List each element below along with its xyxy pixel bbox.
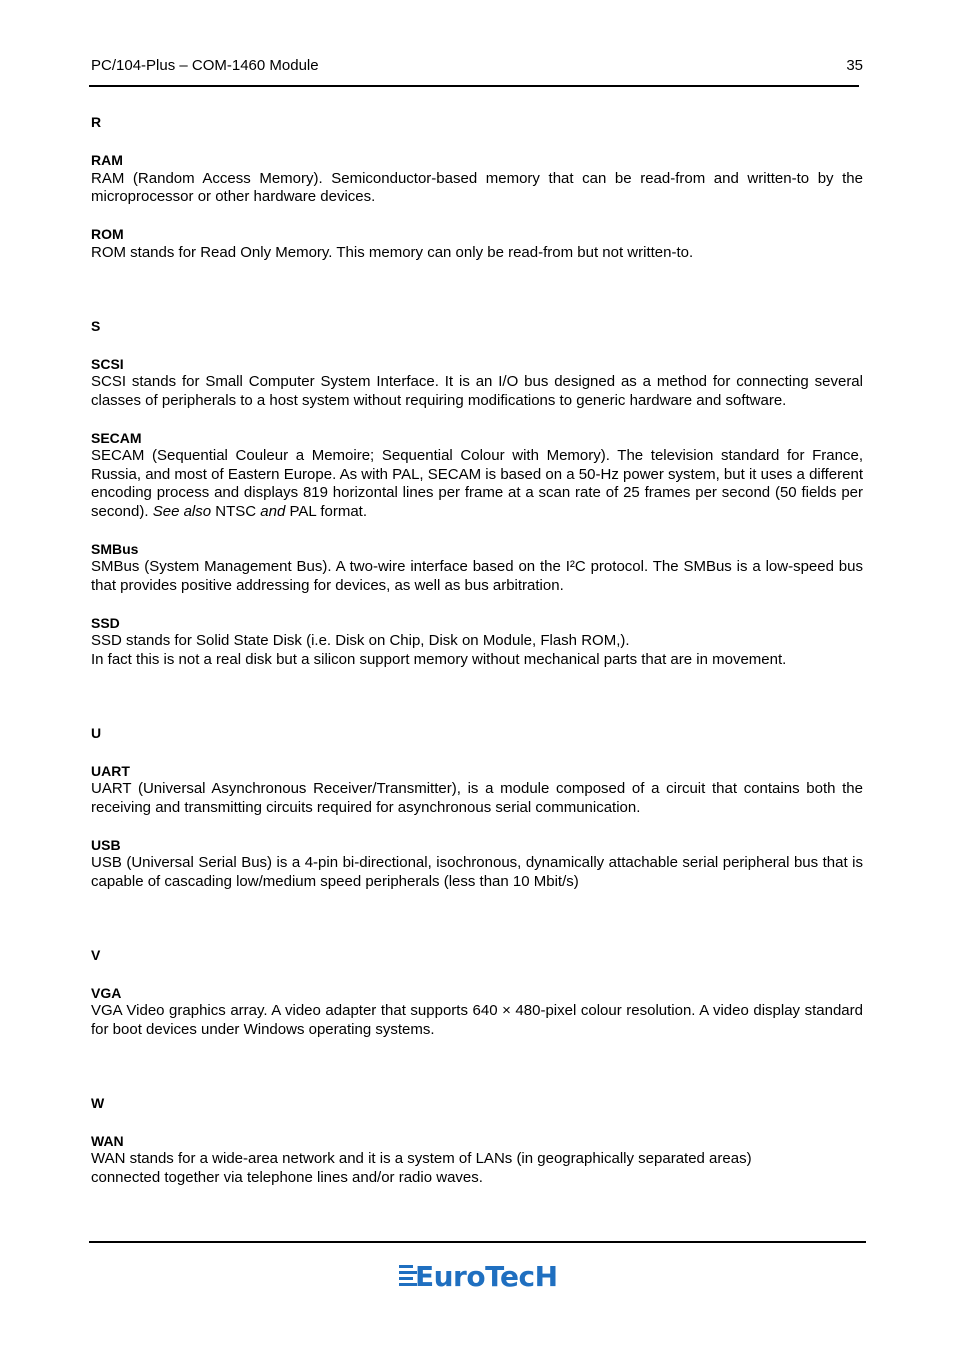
section-gap	[91, 910, 863, 946]
term-name: UART	[91, 762, 130, 779]
logo-wordmark: EuroTecH	[415, 1260, 558, 1293]
glossary-section-u	[91, 724, 863, 892]
section-gap	[91, 1058, 863, 1094]
term-usb	[91, 836, 863, 892]
term-smbus	[91, 540, 863, 596]
section-letter: U	[91, 724, 102, 741]
section-gap	[91, 688, 863, 724]
term-uart	[91, 762, 863, 818]
term-name: SMBus	[91, 540, 139, 557]
term-name: ROM	[91, 226, 124, 242]
term-name: SCSI	[91, 355, 124, 372]
and-label: and	[260, 502, 286, 520]
glossary-section-v	[91, 946, 863, 1040]
definition-line: SSD stands for Solid State Disk (i.e. Disk on Chip, Disk on Module, Flash ROM,).	[91, 632, 630, 649]
term-definition: SMBus (System Management Bus). A two-wire interface based on the I²C protocol. The SMBus is a low-speed bus that provides positive addressing for devices, as well as bus arbitration.	[91, 558, 863, 594]
see-also-label: See also	[152, 502, 212, 520]
section-letter: W	[91, 1094, 105, 1111]
definition-line: In fact this is not a real disk but a silicon support memory without mechanical parts that are in movement.	[91, 650, 787, 668]
term-secam	[91, 429, 863, 522]
eurotech-logo	[399, 1262, 559, 1296]
definition-line: connected together via telephone lines and/or radio waves.	[91, 1168, 483, 1186]
glossary-content	[91, 113, 863, 1206]
term-definition	[91, 632, 863, 669]
term-name: SSD	[91, 614, 120, 631]
term-name: VGA	[91, 984, 122, 1001]
section-letter: R	[91, 114, 102, 130]
term-scsi	[91, 355, 863, 411]
term-vga	[91, 984, 863, 1040]
term-ssd	[91, 614, 863, 670]
term-name: SECAM	[91, 429, 142, 446]
term-definition	[91, 447, 863, 521]
term-definition: UART (Universal Asynchronous Receiver/Transmitter), is a module composed of a circuit that contains both the receiving and transmitting circuits required for asynchronous serial communication.	[91, 780, 863, 816]
cross-reference: NTSC	[215, 502, 257, 520]
page-header	[91, 57, 863, 79]
page-number: 35	[846, 57, 863, 74]
term-name: USB	[91, 836, 121, 853]
document-title: PC/104-Plus – COM-1460 Module	[91, 57, 319, 74]
term-name: WAN	[91, 1132, 124, 1149]
glossary-section-s	[91, 317, 863, 670]
section-letter: S	[91, 317, 101, 334]
section-gap	[91, 281, 863, 317]
term-definition: VGA Video graphics array. A video adapter that supports 640 × 480-pixel colour resolution. A video display standard for boot devices under Windows operating systems.	[91, 1002, 863, 1038]
term-ram	[91, 151, 863, 207]
term-definition: ROM stands for Read Only Memory. This memory can only be read-from but not written-to.	[91, 243, 694, 261]
term-wan	[91, 1132, 863, 1188]
cross-reference: PAL format.	[289, 502, 368, 520]
definition-line: WAN stands for a wide-area network and it is a system of LANs (in geographically separated areas)	[91, 1150, 752, 1167]
glossary-section-w	[91, 1094, 863, 1188]
term-definition: SCSI stands for Small Computer System Interface. It is an I/O bus designed as a method for connecting several classes of peripherals to a host system without requiring modifications to generic hardware and software.	[91, 373, 863, 409]
definition-text: SECAM (Sequential Couleur a Memoire; Sequential Colour with Memory). The television standard for France, Russia, and most of Eastern Europe. As with PAL, SECAM is based on a 50-Hz power system, but it uses a different encoding process and displays 819 horizontal lines per frame at a scan rate of 25 frames per second (50 fields per second).	[91, 447, 863, 520]
term-definition: RAM (Random Access Memory). Semiconductor-based memory that can be read-from and written-to by the microprocessor or other hardware devices.	[91, 169, 863, 205]
footer-rule	[89, 1241, 866, 1243]
term-definition: USB (Universal Serial Bus) is a 4-pin bi-directional, isochronous, dynamically attachable serial peripheral bus that is capable of cascading low/medium speed peripherals (less than 10 Mbit/s)	[91, 854, 863, 890]
header-rule	[89, 85, 859, 87]
glossary-section-r	[91, 113, 863, 262]
term-rom	[91, 225, 863, 262]
term-name: RAM	[91, 152, 123, 168]
term-definition	[91, 1150, 863, 1187]
section-letter: V	[91, 946, 101, 963]
